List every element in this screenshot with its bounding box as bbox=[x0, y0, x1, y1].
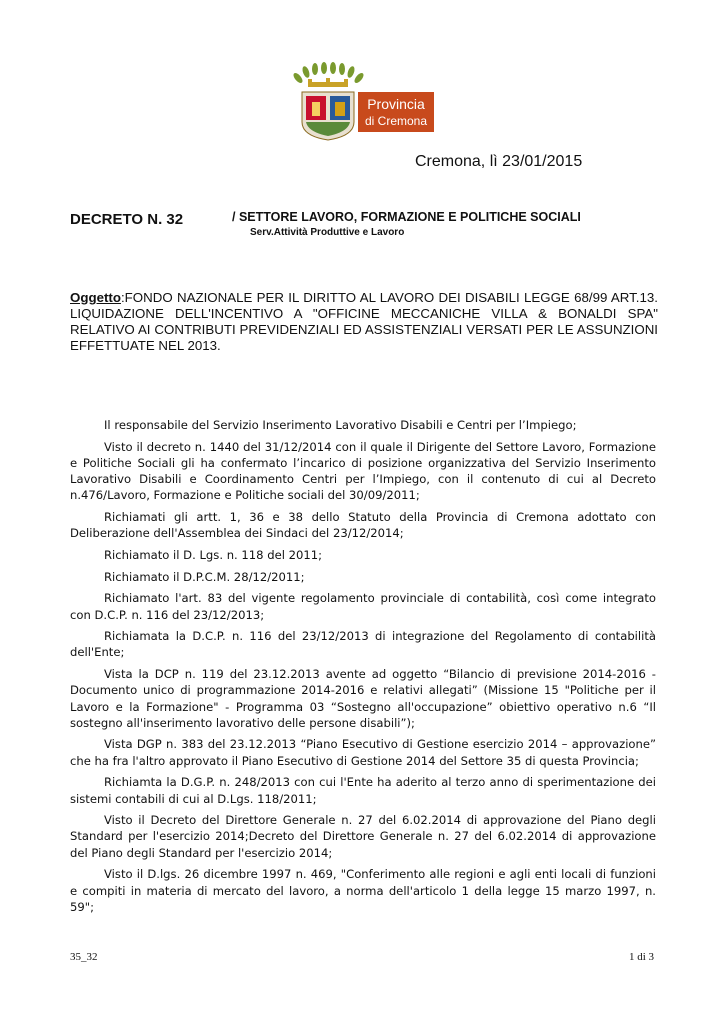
svg-text:di Cremona: di Cremona bbox=[364, 114, 428, 128]
paragraph: Vista DGP n. 383 del 23.12.2013 “Piano Esecutivo di Gestione esercizio 2014 – approvazione” che ha fra l'altro approvato il Piano Esecutivo di Gestione 2014 del Settore 35 di questa Provincia; bbox=[70, 737, 656, 768]
paragraph: Visto il D.lgs. 26 dicembre 1997 n. 469, "Conferimento alle regioni e agli enti locali di funzioni e compiti in materia di mercato del lavoro, a norma dell'articolo 1 della legge 15 marzo 1997, n. 59"; bbox=[70, 867, 656, 914]
paragraph: Vista la DCP n. 119 del 23.12.2013 avente ad oggetto “Bilancio di previsione 2014-2016 - Documento unico di programmazione 2014-2016 e relativi allegati” (Missione 15 "Politiche per il Lavoro e la Formazione" - Programma 03 “Sostegno all'occupazione” obiettivo operativo n.6 “Il sostegno all'inserimento lavorativo delle persone disabili”); bbox=[70, 667, 656, 730]
paragraph: Richiamata la D.C.P. n. 116 del 23/12/2013 di integrazione del Regolamento di contabilità dell'Ente; bbox=[70, 629, 656, 660]
subject-label: Oggetto bbox=[70, 290, 121, 305]
page-number: 1 di 3 bbox=[628, 951, 654, 963]
document-code: 35_32 bbox=[70, 951, 98, 963]
subject-block bbox=[70, 290, 658, 354]
paragraph: Richiamati gli artt. 1, 36 e 38 dello Statuto della Provincia di Cremona adottato con Deliberazione dell'Assemblea dei Sindaci del 23/12/2014; bbox=[70, 510, 656, 541]
paragraph: Richiamato il D. Lgs. n. 118 del 2011; bbox=[104, 547, 323, 562]
svg-text:Provincia: Provincia bbox=[367, 96, 425, 112]
sector-title: / SETTORE LAVORO, FORMAZIONE E POLITICHE SOCIALI bbox=[232, 210, 581, 224]
paragraph: Visto il decreto n. 1440 del 31/12/2014 con il quale il Dirigente del Settore Lavoro, Formazione e Politiche Sociali gli ha confermato l’incarico di posizione organizzativa del Servizio Inserimento Lavorativo Disabili e Coordinamento Centri per l’Impiego, con il contenuto di cui al Decreto n.476/Lavoro, Formazione e Politiche sociali del 30/09/2011; bbox=[70, 439, 656, 503]
paragraph: Il responsabile del Servizio Inserimento Lavorativo Disabili e Centri per l’Impiego; bbox=[104, 418, 577, 432]
document-date: Cremona, lì 23/01/2015 bbox=[415, 153, 583, 170]
service-title: Serv.Attività Produttive e Lavoro bbox=[250, 227, 405, 238]
document-body bbox=[70, 417, 656, 920]
paragraph: Richiamato il D.P.C.M. 28/12/2011; bbox=[104, 569, 305, 584]
subject-text: :FONDO NAZIONALE PER IL DIRITTO AL LAVORO DEI DISABILI LEGGE 68/99 ART.13. LIQUIDAZIONE DELL'INCENTIVO A "OFFICINE MECCANICHE VILLA & BONALDI SPA" RELATIVO AI CONTRIBUTI PREVIDENZIALI ED ASSISTENZIALI VERSATI PER LE ASSUNZIONI EFFETTUATE NEL 2013. bbox=[70, 290, 658, 353]
provincia-cremona-logo bbox=[290, 62, 435, 142]
paragraph: Richiamato l'art. 83 del vigente regolamento provinciale di contabilità, così come integrato con D.C.P. n. 116 del 23/12/2013; bbox=[70, 591, 656, 622]
paragraph: Richiamta la D.G.P. n. 248/2013 con cui l'Ente ha aderito al terzo anno di sperimentazione dei sistemi contabili di cui al D.Lgs. 118/2011; bbox=[70, 775, 656, 806]
paragraph: Visto il Decreto del Direttore Generale n. 27 del 6.02.2014 di approvazione del Piano degli Standard per l'esercizio 2014;Decreto del Direttore Generale n. 27 del 6.02.2014 di approvazione del Piano degli Standard per l'esercizio 2014; bbox=[70, 813, 656, 860]
decree-number: DECRETO N. 32 bbox=[70, 211, 184, 228]
